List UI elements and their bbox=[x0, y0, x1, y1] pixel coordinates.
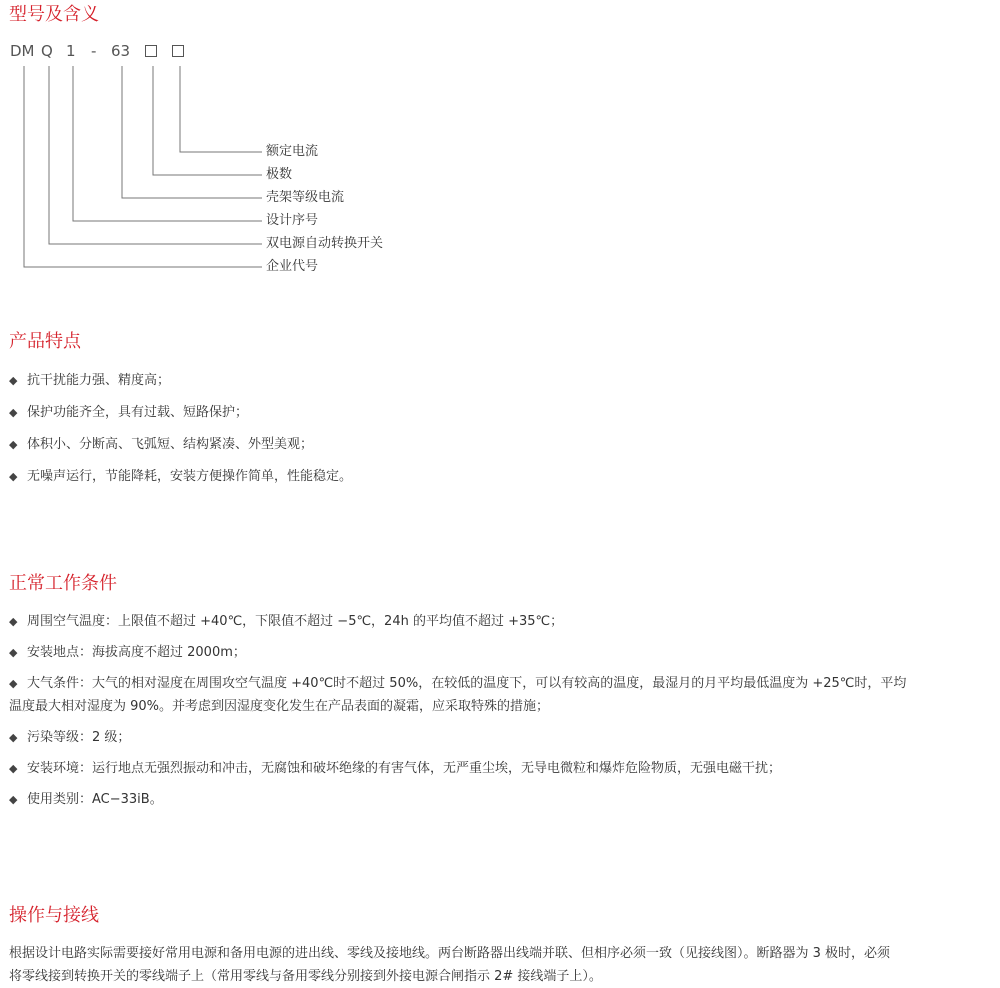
model-part-q: Q bbox=[41, 42, 53, 60]
feature-list bbox=[9, 373, 352, 485]
list-item: ◆ 保护功能齐全，具有过载、短路保护； bbox=[9, 405, 249, 420]
wiring-paragraph bbox=[9, 942, 994, 988]
list-item: ◆ 无噪声运行，节能降耗，安装方便操作简单，性能稳定。 bbox=[9, 469, 353, 484]
list-item: ◆ 使用类别：AC−33iB。 bbox=[9, 792, 163, 807]
list-item: ◆ 安装环境：运行地点无强烈振动和冲击，无腐蚀和破坏绝缘的有害气体，无严重尘埃，无导电微粒和爆炸危险物质，无强电磁干扰； bbox=[9, 761, 782, 776]
diamond-bullet-icon: ◆ bbox=[9, 793, 18, 806]
section-title-wiring: 操作与接线 bbox=[9, 905, 99, 926]
tree-label-ats-switch: 双电源自动转换开关 bbox=[266, 236, 384, 251]
model-tree-lines bbox=[0, 0, 1000, 300]
section-title-model: 型号及含义 bbox=[9, 4, 99, 25]
tree-label-rated-current: 额定电流 bbox=[266, 144, 319, 159]
diamond-bullet-icon: ◆ bbox=[9, 438, 18, 451]
diamond-bullet-icon: ◆ bbox=[9, 615, 18, 628]
section-title-conditions: 正常工作条件 bbox=[9, 573, 117, 594]
diamond-bullet-icon: ◆ bbox=[9, 731, 18, 744]
diamond-bullet-icon: ◆ bbox=[9, 762, 18, 775]
model-part-1: 1 bbox=[66, 42, 76, 60]
diamond-bullet-icon: ◆ bbox=[9, 374, 18, 387]
tree-label-frame-current: 壳架等级电流 bbox=[266, 190, 345, 205]
tree-label-company-code: 企业代号 bbox=[266, 259, 319, 274]
list-item: ◆ 周围空气温度：上限值不超过 +40℃，下限值不超过 −5℃，24h 的平均值不超过 +35℃； bbox=[9, 614, 564, 629]
list-item-continuation: 温度最大相对湿度为 90%。并考虑到因湿度变化发生在产品表面的凝霜，应采取特殊的措施； bbox=[9, 699, 550, 714]
list-item: ◆ 抗干扰能力强、精度高； bbox=[9, 373, 171, 388]
tree-label-design-number: 设计序号 bbox=[266, 213, 319, 228]
model-part-dash: - bbox=[91, 42, 97, 60]
wiring-line: 将零线接到转换开关的零线端子上（常用零线与备用零线分别接到外接电源合闸指示 2# 接线端子上）。 bbox=[9, 969, 602, 984]
tree-label-poles: 极数 bbox=[266, 167, 293, 182]
diamond-bullet-icon: ◆ bbox=[9, 646, 18, 659]
conditions-list bbox=[9, 614, 906, 808]
list-item: ◆ 污染等级：2 级； bbox=[9, 730, 131, 745]
diamond-bullet-icon: ◆ bbox=[9, 470, 18, 483]
diamond-bullet-icon: ◆ bbox=[9, 406, 18, 419]
list-item: ◆ 大气条件：大气的相对湿度在周围攻空气温度 +40℃时不超过 50%，在较低的温度下，可以有较高的温度，最湿月的月平均最低温度为 +25℃时，平均 bbox=[9, 676, 907, 691]
list-item: ◆ 体积小、分断高、飞弧短、结构紧凑、外型美观； bbox=[9, 437, 314, 452]
section-title-features: 产品特点 bbox=[9, 331, 81, 352]
model-part-dm: DM bbox=[10, 42, 35, 60]
diamond-bullet-icon: ◆ bbox=[9, 677, 18, 690]
list-item: ◆ 安装地点：海拔高度不超过 2000m； bbox=[9, 645, 246, 660]
wiring-line: 根据设计电路实际需要接好常用电源和备用电源的进出线、零线及接地线。两台断路器出线端并联、但相序必须一致（见接线图）。断路器为 3 极时，必须 bbox=[9, 946, 891, 961]
model-part-63: 63 bbox=[111, 42, 131, 60]
